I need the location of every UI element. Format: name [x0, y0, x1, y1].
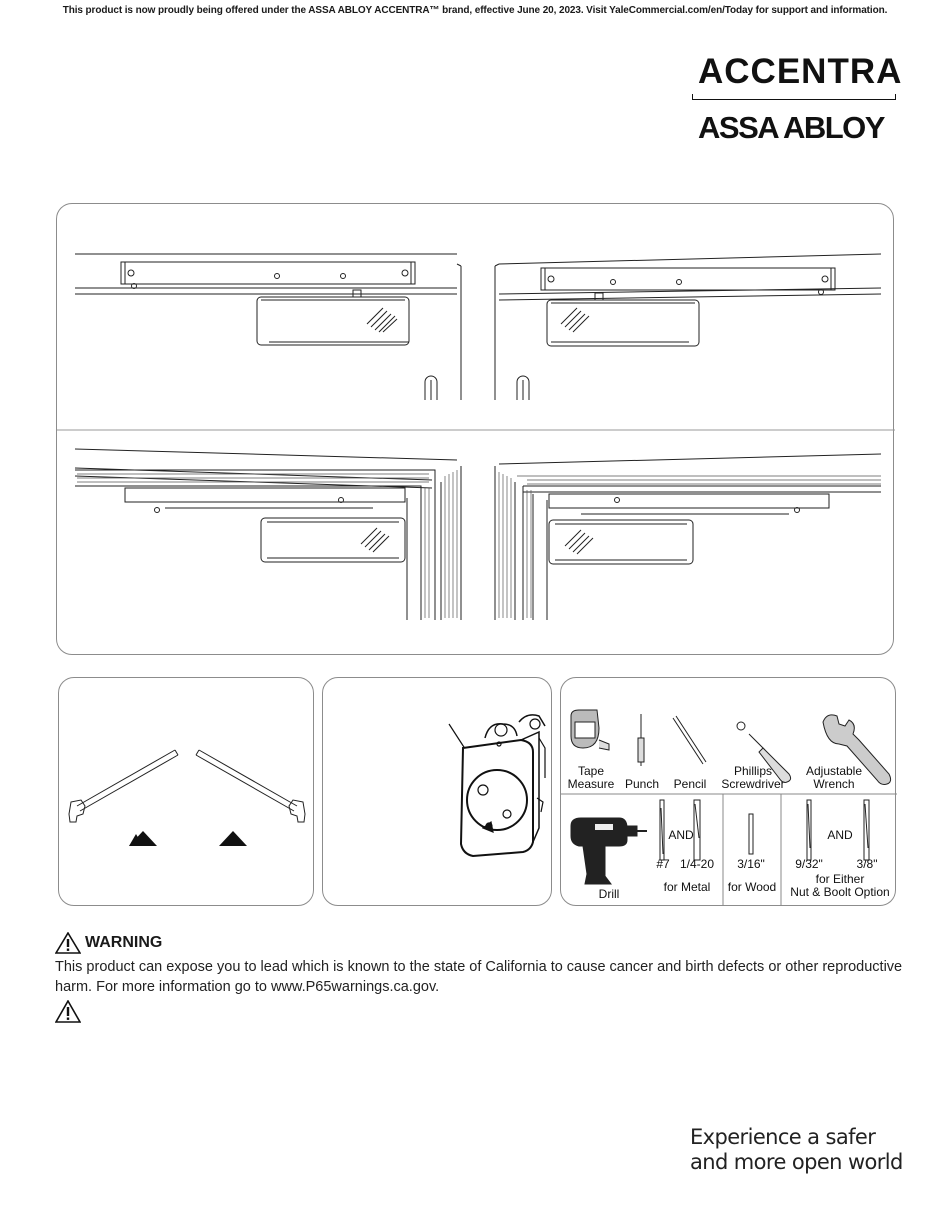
brand-logo — [690, 50, 903, 150]
pencil-icon — [673, 716, 706, 764]
assa-abloy-wordmark: ASSA ABLOY — [698, 110, 884, 145]
bit-932-label: 9/32" — [795, 857, 823, 871]
prop65-warning-text: This product can expose you to lead which is known to the state of California to cause cancer and birth defects or other reproductive harm. For more information go to www.P65warnings.ca.gov. — [55, 959, 903, 995]
drill-bit-932-icon — [807, 800, 811, 860]
warning-triangle-icon — [55, 1000, 81, 1024]
for-wood-label: for Wood — [727, 880, 777, 894]
tagline-line-2: and more open world — [690, 1150, 903, 1174]
brand-tagline — [690, 1125, 903, 1175]
punch-icon — [638, 714, 644, 766]
for-metal-label: for Metal — [663, 880, 711, 894]
brand-transition-notice: This product is now proudly being offered under the ASSA ABLOY ACCENTRA™ brand, effective June 20, 2023. Visit YaleCommercial.com/en/Today for support and information. — [62, 5, 888, 16]
tape-measure-label: Tape Measure — [567, 764, 615, 791]
logo-divider — [692, 94, 896, 100]
and-label-metal: AND — [668, 828, 694, 842]
tools-required-panel — [560, 677, 896, 906]
phillips-label: Phillips Screwdriver — [721, 764, 785, 791]
closer-mounting-panel — [56, 203, 894, 655]
tape-measure-icon — [571, 710, 609, 750]
bit-316-label: 3/16" — [737, 857, 765, 871]
warning-triangle-icon — [55, 932, 81, 954]
tap-1420-label: 1/4-20 — [679, 857, 715, 871]
arm-position-illustration — [59, 678, 315, 907]
drill-label: Drill — [598, 887, 620, 901]
and-label-either: AND — [827, 828, 853, 842]
warning-title: WARNING — [85, 934, 163, 951]
drill-bit-316-icon — [749, 814, 753, 854]
arm-position-panel — [58, 677, 314, 906]
wrench-label: Adjustable Wrench — [805, 764, 863, 791]
bit-7-label: #7 — [656, 857, 670, 871]
adjustment-valve-illustration — [323, 678, 553, 907]
for-either-label: for Either Nut & Boolt Option — [790, 872, 890, 899]
tagline-line-1: Experience a safer — [690, 1125, 876, 1149]
accentra-wordmark: ACCENTRA — [698, 52, 903, 91]
bit-38-label: 3/8" — [856, 857, 878, 871]
adjustment-valve-panel — [322, 677, 552, 906]
closer-mounting-illustration — [57, 204, 895, 656]
punch-label: Punch — [624, 777, 660, 791]
drill-bit-38-icon — [864, 800, 869, 860]
pencil-label: Pencil — [673, 777, 707, 791]
drill-icon — [571, 818, 647, 884]
warning-heading — [55, 932, 162, 954]
drill-bit-7-icon — [660, 800, 664, 860]
